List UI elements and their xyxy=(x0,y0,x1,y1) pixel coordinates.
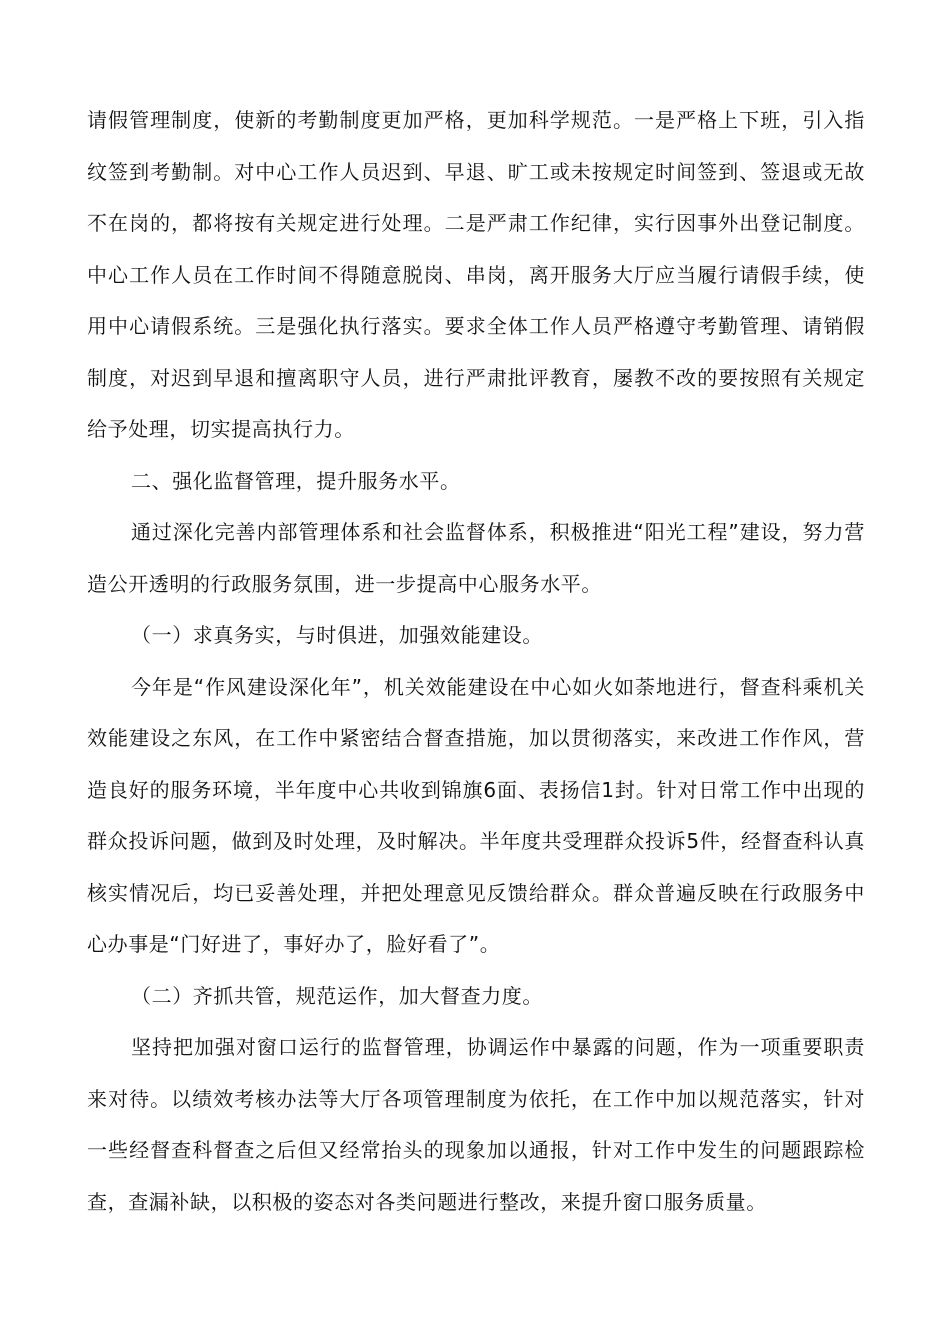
subsection-heading-inspection: （二）齐抓共管，规范运作，加大督查力度。 xyxy=(131,983,543,1008)
paragraph-window-supervision: 坚持把加强对窗口运行的监督管理，协调运作中暴露的问题，作为一项重要职责来对待。以绩效考核办法等大厅各项管理制度为依托，在工作中加以规范落实，针对一些经督查科督查之后但又经常抬头的现象加以通报，针对工作中发生的问题跟踪检查，查漏补缺，以积极的姿态对各类问题进行整改，来提升窗口服务质量。 xyxy=(87,1035,865,1214)
paragraph-efficiency-building: 今年是“作风建设深化年”，机关效能建设在中心如火如荼地进行，督查科乘机关效能建设之东风，在工作中紧密结合督查措施，加以贯彻落实，来改进工作作风，营造良好的服务环境，半年度中心共收到锦旗6面、表扬信1封。针对日常工作中出现的群众投诉问题，做到及时处理，及时解决。半年度共受理群众投诉5件，经督查科认真核实情况后，均已妥善处理，并把处理意见反馈给群众。群众普遍反映在行政服务中心办事是“门好进了，事好办了，脸好看了”。 xyxy=(87,674,865,956)
paragraph-attendance-rules: 请假管理制度，使新的考勤制度更加严格，更加科学规范。一是严格上下班，引入指纹签到考勤制。对中心工作人员迟到、早退、旷工或未按规定时间签到、签退或无故不在岗的，都将按有关规定进行处理。二是严肃工作纪律，实行因事外出登记制度。中心工作人员在工作时间不得随意脱岗、串岗，离开服务大厅应当履行请假手续，使用中心请假系统。三是强化执行落实。要求全体工作人员严格遵守考勤管理、请销假制度，对迟到早退和擅离职守人员，进行严肃批评教育，屡教不改的要按照有关规定给予处理，切实提高执行力。 xyxy=(87,108,865,441)
paragraph-sunshine-project: 通过深化完善内部管理体系和社会监督体系，积极推进“阳光工程”建设，努力营造公开透明的行政服务氛围，进一步提高中心服务水平。 xyxy=(87,520,865,596)
section-heading-supervision: 二、强化监督管理，提升服务水平。 xyxy=(131,468,461,493)
subsection-heading-efficiency: （一）求真务实，与时俱进，加强效能建设。 xyxy=(131,623,543,647)
